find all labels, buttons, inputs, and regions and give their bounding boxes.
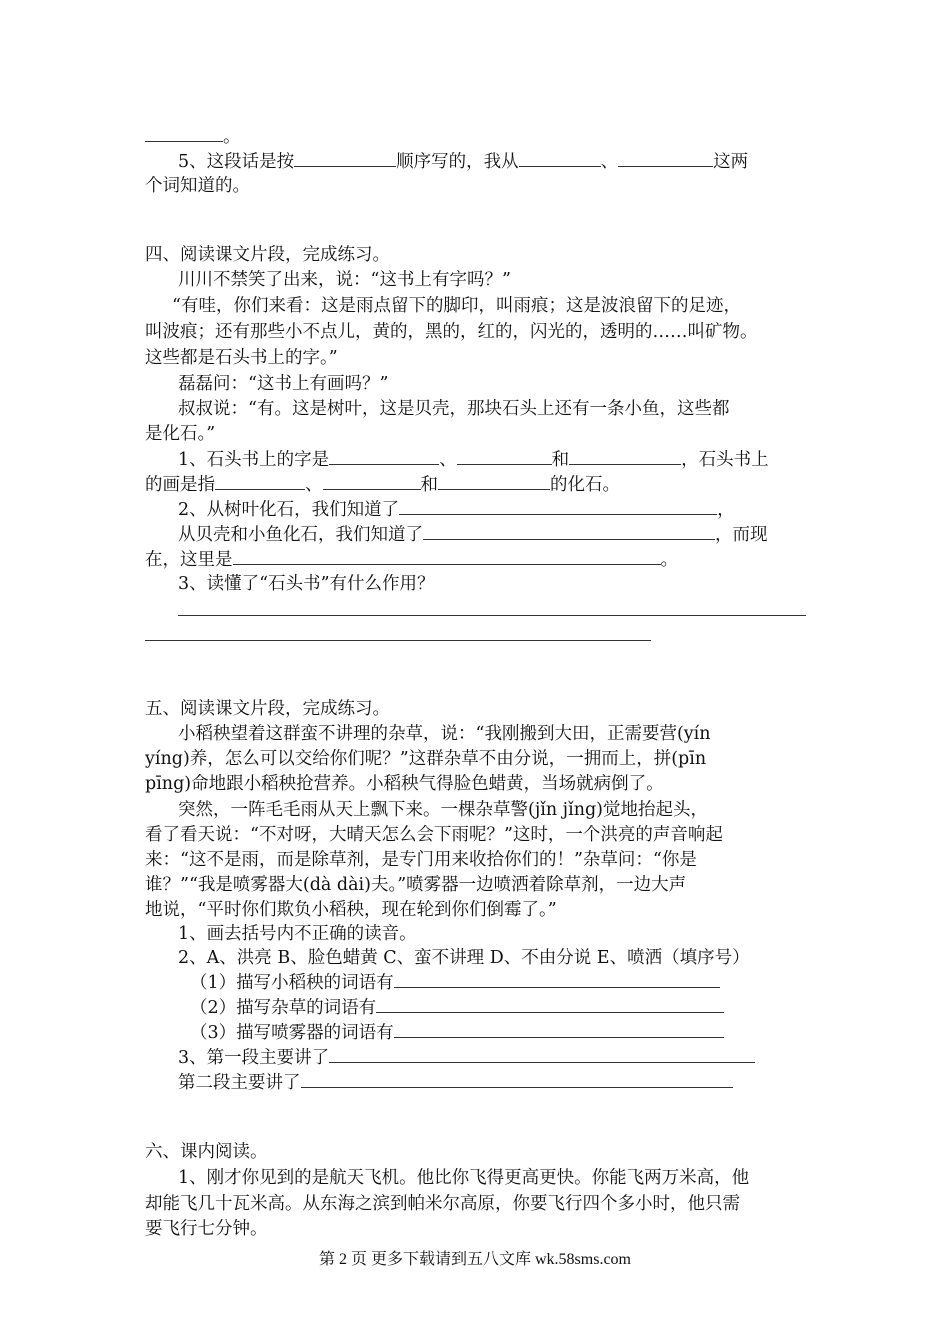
answer-blank[interactable]: [457, 447, 552, 465]
passage-line: 小稻秧望着这群蛮不讲理的杂草，说：“我刚搬到大田，正需要营(yín: [178, 724, 711, 744]
passage-line: 地说，“平时你们欺负小稻秧，现在轮到你们倒霉了。”: [145, 900, 557, 920]
passage-line: yíng)养，怎么可以交给你们呢？”这群杂草不由分说，一拥而上，拼(pīn: [145, 749, 707, 769]
answer-blank[interactable]: [323, 472, 421, 490]
question-2: [178, 497, 808, 522]
answer-blank[interactable]: [376, 995, 724, 1013]
passage-line: 1、刚才你见到的是航天飞机。他比你飞得更高更快。你能飞两万米高，他: [178, 1168, 750, 1188]
text: 第二段主要讲了: [178, 1073, 301, 1093]
answer-blank[interactable]: [301, 1070, 733, 1088]
text: 这两: [713, 152, 749, 172]
passage-line: “有哇，你们来看：这是雨点留下的脚印，叫雨痕；这是波浪留下的足迹，: [172, 296, 741, 316]
text: ，而现: [715, 525, 768, 545]
text: 2、从树叶化石，我们知道了: [178, 500, 400, 520]
passage-line: 磊磊问：“这书上有画吗？”: [178, 374, 389, 394]
answer-blank[interactable]: [394, 1020, 724, 1038]
answer-blank[interactable]: [329, 447, 439, 465]
answer-blank[interactable]: [519, 149, 601, 167]
answer-blank[interactable]: [294, 149, 396, 167]
answer-blank[interactable]: [569, 447, 681, 465]
text: （3）描写喷雾器的词语有: [190, 1023, 394, 1043]
text: （2）描写杂草的词语有: [190, 998, 377, 1018]
passage-line: 是化石。”: [145, 424, 216, 444]
question-2-1: [190, 970, 808, 995]
answer-blank[interactable]: [618, 149, 713, 167]
text: 和: [551, 450, 570, 470]
passage-line: 看了看天说：“不对呀，大晴天怎么会下雨呢？”这时，一个洪亮的声音响起: [145, 825, 723, 845]
text: 5、这段话是按: [178, 152, 295, 172]
passage-line: 叔叔说：“有。这是树叶，这是贝壳，那块石头上还有一条小鱼，这些都: [178, 399, 730, 419]
text: 、: [600, 152, 619, 172]
question-2-3: [190, 1020, 808, 1045]
text: （1）描写小稻秧的词语有: [190, 973, 394, 993]
text: 的化石。: [550, 475, 620, 495]
line-continuation: [145, 124, 807, 149]
answer-blank[interactable]: [329, 1045, 755, 1063]
answer-blank[interactable]: [233, 547, 661, 565]
passage-line: 要飞行七分钟。: [145, 1219, 268, 1239]
answer-blank[interactable]: [399, 497, 717, 515]
question-2: 2、A、洪亮 B、脸色蜡黄 C、蛮不讲理 D、不由分说 E、喷洒（填序号）: [178, 948, 750, 968]
text: 的画是指: [145, 475, 215, 495]
text: 顺序写的，我从: [396, 152, 519, 172]
text: 在，这里是: [145, 550, 233, 570]
answer-blank[interactable]: [215, 472, 305, 490]
answer-line[interactable]: [178, 615, 806, 616]
answer-line[interactable]: [145, 640, 651, 641]
section-4-heading: 四、阅读课文片段，完成练习。: [145, 245, 390, 265]
section-5-heading: 五、阅读课文片段，完成练习。: [145, 699, 390, 719]
passage-line: 突然，一阵毛毛雨从天上飘下来。一棵杂草警(jǐn jǐng)觉地抬起头，: [178, 800, 709, 820]
text: ，: [717, 500, 735, 520]
answer-blank[interactable]: [394, 970, 720, 988]
answer-blank[interactable]: [423, 522, 715, 540]
passage-line: 谁？”“我是喷雾器大(dà dài)夫。”喷雾器一边喷洒着除草剂，一边大声: [145, 875, 687, 895]
text: 、: [439, 450, 457, 470]
page-footer: 第 2 页 更多下载请到五八文库 wk.58sms.com: [318, 1251, 631, 1268]
passage-line: 川川不禁笑了出来，说：“这书上有字吗？”: [178, 270, 511, 290]
answer-blank[interactable]: [145, 124, 223, 142]
question-1-cont: [145, 472, 807, 497]
text: 和: [420, 475, 438, 495]
question-3-cont: [178, 1070, 808, 1095]
passage-line: 来：“这不是雨，而是除草剂，是专门用来收拾你们的！”杂草问：“你是: [145, 850, 697, 870]
text: 。: [223, 127, 241, 147]
text: 。: [660, 550, 678, 570]
passage-line: pīng)命地跟小稻秧抢营养。小稻秧气得脸色蜡黄，当场就病倒了。: [145, 774, 664, 794]
question-1: [178, 447, 808, 472]
question-2-cont: [178, 522, 808, 547]
question-2-cont2: [145, 547, 807, 572]
text: ，石头书上: [681, 450, 769, 470]
question-3: 3、读懂了“石头书”有什么作用？: [178, 574, 435, 594]
question-2-2: [190, 995, 808, 1020]
passage-line: 叫波痕；还有那些小不点儿，黄的，黑的，红的，闪光的，透明的……叫矿物。: [145, 322, 758, 342]
text: 从贝壳和小鱼化石，我们知道了: [178, 525, 423, 545]
answer-blank[interactable]: [438, 472, 550, 490]
question-1: 1、画去括号内不正确的读音。: [178, 924, 417, 944]
question-5: [178, 149, 808, 174]
passage-line: 这些都是石头书上的字。”: [145, 348, 338, 368]
question-3: [178, 1045, 808, 1070]
text: 1、石头书上的字是: [178, 450, 330, 470]
question-5-cont: 个词知道的。: [145, 176, 250, 196]
text: 3、第一段主要讲了: [178, 1048, 330, 1068]
passage-line: 却能飞几十瓦米高。从东海之滨到帕米尔高原，你要飞行四个多小时，他只需: [145, 1194, 740, 1214]
text: 、: [305, 475, 323, 495]
section-6-heading: 六、课内阅读。: [145, 1142, 268, 1162]
